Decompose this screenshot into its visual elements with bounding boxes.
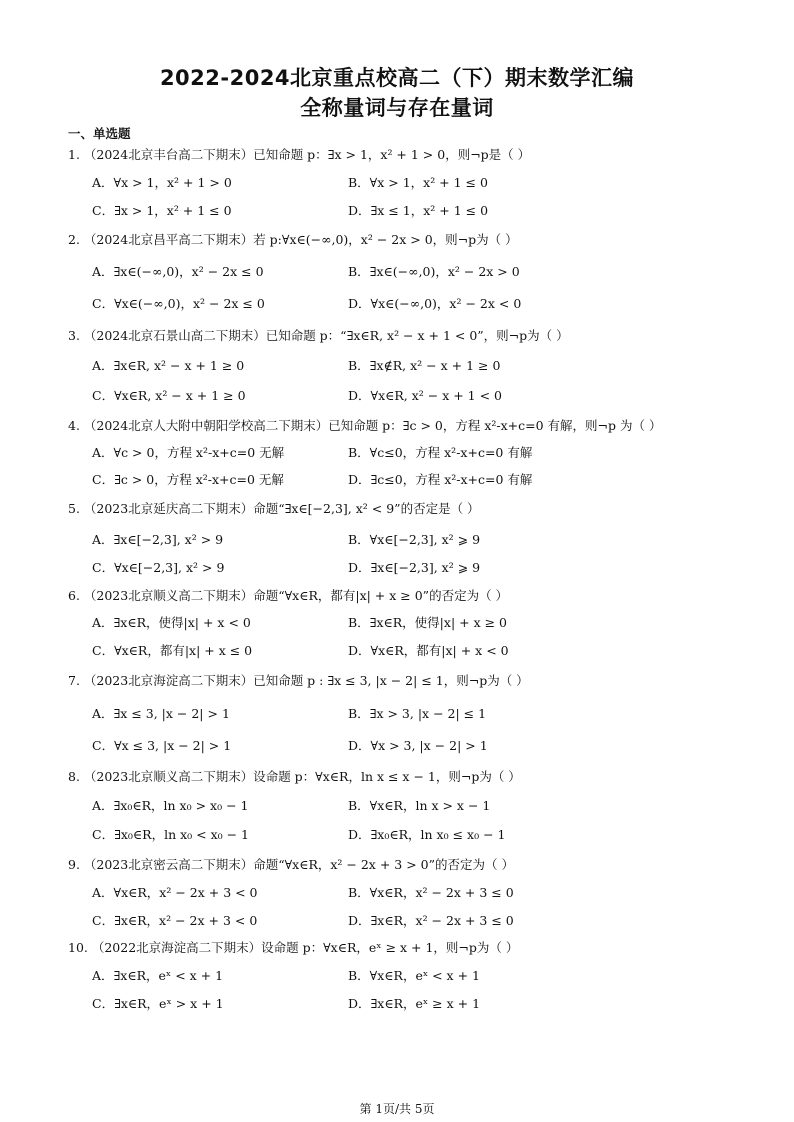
question-2-option-d: D．∀x∈(−∞,0)，x² − 2x < 0 (348, 296, 522, 311)
question-4-stem: 4. （2024北京人大附中朝阳学校高二下期末）已知命题 p：∃c > 0，方程 x²-x+c=0 有解，则¬p 为（ ） (68, 418, 662, 433)
question-6-option-b: B．∃x∈R，使得|x| + x ≥ 0 (348, 615, 507, 630)
question-2-option-c: C．∀x∈(−∞,0)，x² − 2x ≤ 0 (92, 296, 265, 311)
question-8-option-b: B．∀x∈R，ln x > x − 1 (348, 798, 491, 813)
question-3-option-a: A．∃x∈R, x² − x + 1 ≥ 0 (92, 358, 245, 373)
question-10-stem: 10. （2022北京海淀高二下期末）设命题 p：∀x∈R，eˣ ≥ x + 1，则¬p为（ ） (68, 940, 519, 955)
question-2-option-b: B．∃x∈(−∞,0)，x² − 2x > 0 (348, 264, 520, 279)
question-5-option-d: D．∃x∈[−2,3], x² ⩾ 9 (348, 560, 481, 575)
section-heading: 一、单选题 (68, 126, 131, 141)
question-3-option-b: B．∃x∉R, x² − x + 1 ≥ 0 (348, 358, 501, 373)
question-4-option-c: C．∃c > 0，方程 x²-x+c=0 无解 (92, 472, 284, 487)
question-9-option-c: C．∃x∈R，x² − 2x + 3 < 0 (92, 913, 258, 928)
question-6-option-a: A．∃x∈R，使得|x| + x < 0 (92, 615, 251, 630)
question-5-option-c: C．∀x∈[−2,3], x² > 9 (92, 560, 225, 575)
question-10-option-c: C．∃x∈R，eˣ > x + 1 (92, 996, 224, 1011)
question-5-option-a: A．∃x∈[−2,3], x² > 9 (92, 532, 224, 547)
question-2-option-a: A．∃x∈(−∞,0)，x² − 2x ≤ 0 (92, 264, 264, 279)
question-1-option-d: D．∃x ≤ 1，x² + 1 ≤ 0 (348, 203, 489, 218)
question-7-option-c: C．∀x ≤ 3, |x − 2| > 1 (92, 738, 232, 753)
question-7-option-d: D．∀x > 3, |x − 2| > 1 (348, 738, 488, 753)
question-10-option-d: D．∃x∈R，eˣ ≥ x + 1 (348, 996, 481, 1011)
page-number: 第 1页/共 5页 (359, 1102, 435, 1116)
question-1-option-a: A．∀x > 1，x² + 1 > 0 (92, 175, 232, 190)
question-4-option-b: B．∀c≤0，方程 x²-x+c=0 有解 (348, 445, 533, 460)
question-10-option-a: A．∃x∈R，eˣ < x + 1 (92, 968, 224, 983)
question-8-option-c: C．∃x₀∈R，ln x₀ < x₀ − 1 (92, 827, 250, 842)
question-5-stem: 5. （2023北京延庆高二下期末）命题“∃x∈[−2,3], x² < 9”的否定是（ ） (68, 501, 480, 516)
document-subtitle: 全称量词与存在量词 (300, 96, 494, 120)
question-6-option-d: D．∀x∈R，都有|x| + x < 0 (348, 643, 509, 658)
question-6-stem: 6. （2023北京顺义高二下期末）命题“∀x∈R，都有|x| + x ≥ 0”的否定为（ ） (68, 588, 509, 603)
question-5-option-b: B．∀x∈[−2,3], x² ⩾ 9 (348, 532, 481, 547)
question-6-option-c: C．∀x∈R，都有|x| + x ≤ 0 (92, 643, 253, 658)
question-1-option-c: C．∃x > 1，x² + 1 ≤ 0 (92, 203, 232, 218)
question-1-option-b: B．∀x > 1，x² + 1 ≤ 0 (348, 175, 488, 190)
question-10-option-b: B．∀x∈R，eˣ < x + 1 (348, 968, 480, 983)
question-8-option-a: A．∃x₀∈R，ln x₀ > x₀ − 1 (92, 798, 249, 813)
question-3-option-c: C．∀x∈R, x² − x + 1 ≥ 0 (92, 388, 246, 403)
question-9-option-d: D．∃x∈R，x² − 2x + 3 ≤ 0 (348, 913, 514, 928)
question-1-stem: 1. （2024北京丰台高二下期末）已知命题 p：∃x > 1，x² + 1 > 0，则¬p是（ ） (68, 147, 531, 162)
question-9-option-a: A．∀x∈R，x² − 2x + 3 < 0 (92, 885, 258, 900)
question-8-stem: 8. （2023北京顺义高二下期末）设命题 p：∀x∈R，ln x ≤ x − 1，则¬p为（ ） (68, 769, 521, 784)
question-3-stem: 3. （2024北京石景山高二下期末）已知命题 p：“∃x∈R, x² − x + 1 < 0”，则¬p为（ ） (68, 328, 569, 343)
document-title: 2022-2024北京重点校高二（下）期末数学汇编 (159, 66, 635, 90)
question-9-stem: 9. （2023北京密云高二下期末）命题“∀x∈R，x² − 2x + 3 > 0”的否定为（ ） (68, 857, 514, 872)
question-2-stem: 2. （2024北京昌平高二下期末）若 p:∀x∈(−∞,0)，x² − 2x > 0，则¬p为（ ） (68, 232, 518, 247)
question-9-option-b: B．∀x∈R，x² − 2x + 3 ≤ 0 (348, 885, 514, 900)
question-7-option-b: B．∃x > 3, |x − 2| ≤ 1 (348, 706, 487, 721)
question-4-option-d: D．∃c≤0，方程 x²-x+c=0 有解 (348, 472, 533, 487)
question-3-option-d: D．∀x∈R, x² − x + 1 < 0 (348, 388, 503, 403)
question-8-option-d: D．∃x₀∈R，ln x₀ ≤ x₀ − 1 (348, 827, 506, 842)
question-7-option-a: A．∃x ≤ 3, |x − 2| > 1 (92, 706, 230, 721)
question-7-stem: 7. （2023北京海淀高二下期末）已知命题 p : ∃x ≤ 3, |x − 2| ≤ 1，则¬p为（ ） (68, 673, 529, 688)
question-4-option-a: A．∀c > 0，方程 x²-x+c=0 无解 (92, 445, 285, 460)
